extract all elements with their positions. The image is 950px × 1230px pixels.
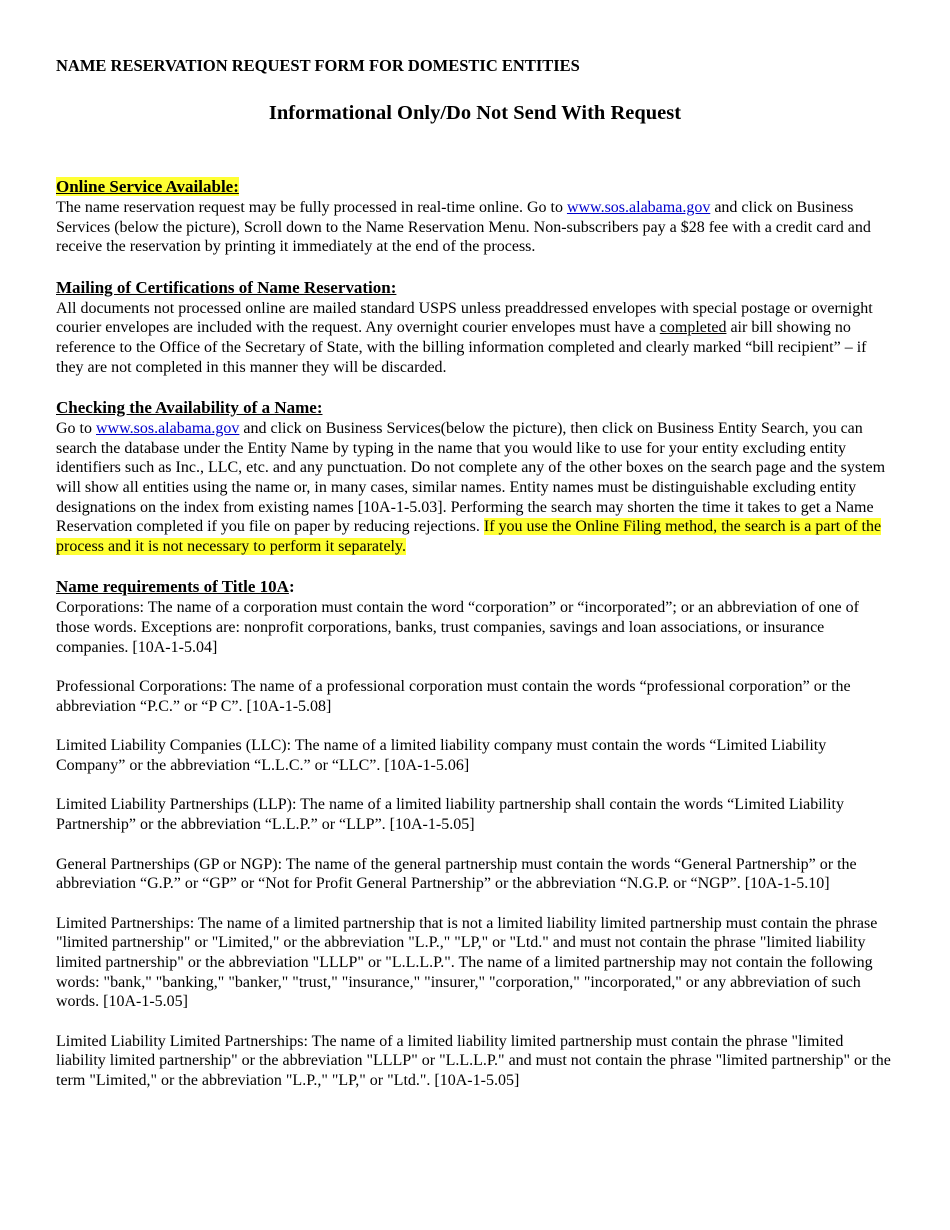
mailing-heading: Mailing of Certifications of Name Reservation:: [56, 277, 397, 297]
sos-website-link[interactable]: www.sos.alabama.gov: [566, 199, 711, 216]
requirement-corporations: Corporations: The name of a corporation must contain the word “corporation” or “incorporated”; or an abbreviation of one of those words. Exceptions are: nonprofit corporations, banks, trust companies, savings and loan associations, or insurance companies. [10A-1-5.04]: [56, 599, 859, 656]
completed-emphasis: completed: [659, 319, 727, 337]
online-filing-note: If you use the Online Filing method, the search is a part of the process and it is not necessary to perform it separately.: [56, 518, 882, 555]
availability-heading: Checking the Availability of a Name:: [56, 398, 323, 418]
document-subtitle: Informational Only/Do Not Send With Request: [268, 102, 682, 124]
document-title: NAME RESERVATION REQUEST FORM FOR DOMESTIC ENTITIES: [56, 56, 580, 75]
mailing-text: All documents not processed online are mailed standard USPS unless preaddressed envelopes with special postage or overnight courier envelopes are included with the request. Any overnight courier envelopes must have a completed air bill showing no reference to the Office of the Secretary of State, with the billing information completed and clearly marked “bill recipient” – if they are not completed in this manner they will be discarded.: [56, 299, 873, 376]
name-requirements-section: Name requirements of Title 10A: Corporations: The name of a corporation must contain the word “corporation” or “incorporated”; or an abbreviation of one of those words. Exceptions are: nonprofit corporations, banks, trust companies, savings and loan associations, or insurance companies. [10A-1-5.04] Professional Corporations: The name of a professional corporation must contain the words “professional corporation” or the abbreviation “P.C.” or “P C”. [10A-1-5.08] Limited Liability Companies (LLC): The name of a limited liability company must contain the words “Limited Liability Company” or the abbreviation “L.L.C.” or “LLC”. [10A-1-5.06] Limited Liability Partnerships (LLP): The name of a limited liability partnership shall contain the words “Limited Liability Partnership” or the abbreviation “L.L.P.” or “LLP”. [10A-1-5.05] General Partnerships (GP or NGP): The name of the general partnership must contain the words “General Partnership” or the abbreviation “G.P.” or “GP” or “Not for Profit General Partnership” or the abbreviation “N.G.P. or “NGP”. [10A-1-5.10] Limited Partnerships: The name of a limited partnership that is not a limited liability limited partnership must contain the phrase "limited partnership" or "Limited," or the abbreviation "L.P.," "LP," or "Ltd." and must not contain the phrase "limited liability limited partnership" or the abbreviation "LLLP" or "L.L.L.P.". The name of a limited partnership may not contain the following words: "bank," "banking," "banker," "trust," "insurance," "insurer," "corporation," "incorporated," or any abbreviation of such words. [10A-1-5.05] Limited Liability Limited Partnerships: The name of a limited liability limited partnership must contain the phrase "limited liability limited partnership" or the abbreviation "LLLP" or "L.L.L.P." and must not contain the phrase "limited partnership" or the term "Limited," or the abbreviation "L.P.," "LP," or "Ltd.". [10A-1-5.05]: [56, 576, 894, 1090]
requirement-llc: Limited Liability Companies (LLC): The name of a limited liability company must contain the words “Limited Liability Company” or the abbreviation “L.L.C.” or “LLC”. [10A-1-5.06]: [56, 737, 827, 774]
name-requirements-heading: Name requirements of Title 10A: [56, 577, 289, 597]
online-service-section: [56, 176, 894, 257]
online-service-heading: Online Service Available:: [56, 177, 239, 196]
online-service-text: The name reservation request may be fully processed in real-time online. Go to www.sos.alabama.gov and click on Business Services (below the picture), Scroll down to the Name Reservation Menu. Non-subscribers pay a $28 fee with a credit card and receive the reservation by printing it immediately at the end of the process.: [56, 199, 871, 256]
requirement-general-partnerships: General Partnerships (GP or NGP): The name of the general partnership must contain the words “General Partnership” or the abbreviation “G.P.” or “GP” or “Not for Profit General Partnership” or the abbreviation “N.G.P. or “NGP”. [10A-1-5.10]: [56, 855, 857, 893]
mailing-section: [56, 277, 894, 377]
requirement-professional-corporations: Professional Corporations: The name of a professional corporation must contain the words “professional corporation” or the abbreviation “P.C.” or “P C”. [10A-1-5.08]: [56, 678, 851, 715]
availability-text: Go to www.sos.alabama.gov and click on Business Services(below the picture), then click on Business Entity Search, you can search the database under the Entity Name by typing in the name that you would like to use for your entity excluding entity identifiers such as Inc., LLC, etc. and any punctuation. Do not complete any of the other boxes on the search page and the system will show all entities using the name or, in many cases, similar names. Entity names must be distinguishable excluding entity designations on the index from existing names [10A-1-5.03]. Performing the search may shorten the time it takes to get a Name Reservation completed if you file on paper by reducing rejections. If you use the Online Filing method, the search is a part of the process and it is not necessary to perform it separately.: [56, 420, 886, 555]
requirement-llp: Limited Liability Partnerships (LLP): The name of a limited liability partnership shall contain the words “Limited Liability Partnership” or the abbreviation “L.L.P.” or “LLP”. [10A-1-5.05]: [56, 796, 844, 834]
requirement-lllp: Limited Liability Limited Partnerships: The name of a limited liability limited partnership must contain the phrase "limited liability limited partnership" or the abbreviation "LLLP" or "L.L.L.P." and must not contain the phrase "limited partnership" or the term "Limited," or the abbreviation "L.P.," "LP," or "Ltd.". [10A-1-5.05]: [56, 1032, 891, 1089]
availability-section: [56, 397, 894, 556]
sos-website-link[interactable]: www.sos.alabama.gov: [96, 420, 240, 438]
requirement-limited-partnerships: Limited Partnerships: The name of a limited partnership that is not a limited liability limited partnership must contain the phrase "limited partnership" or "Limited," or the abbreviation "L.P.," "LP," or "Ltd." and must not contain the phrase "limited liability limited partnership" or the abbreviation "LLLP" or "L.L.L.P.". The name of a limited partnership may not contain the following words: "bank," "banking," "banker," "trust," "insurance," "insurer," "corporation," "incorporated," or any abbreviation of such words. [10A-1-5.05]: [56, 914, 878, 1011]
